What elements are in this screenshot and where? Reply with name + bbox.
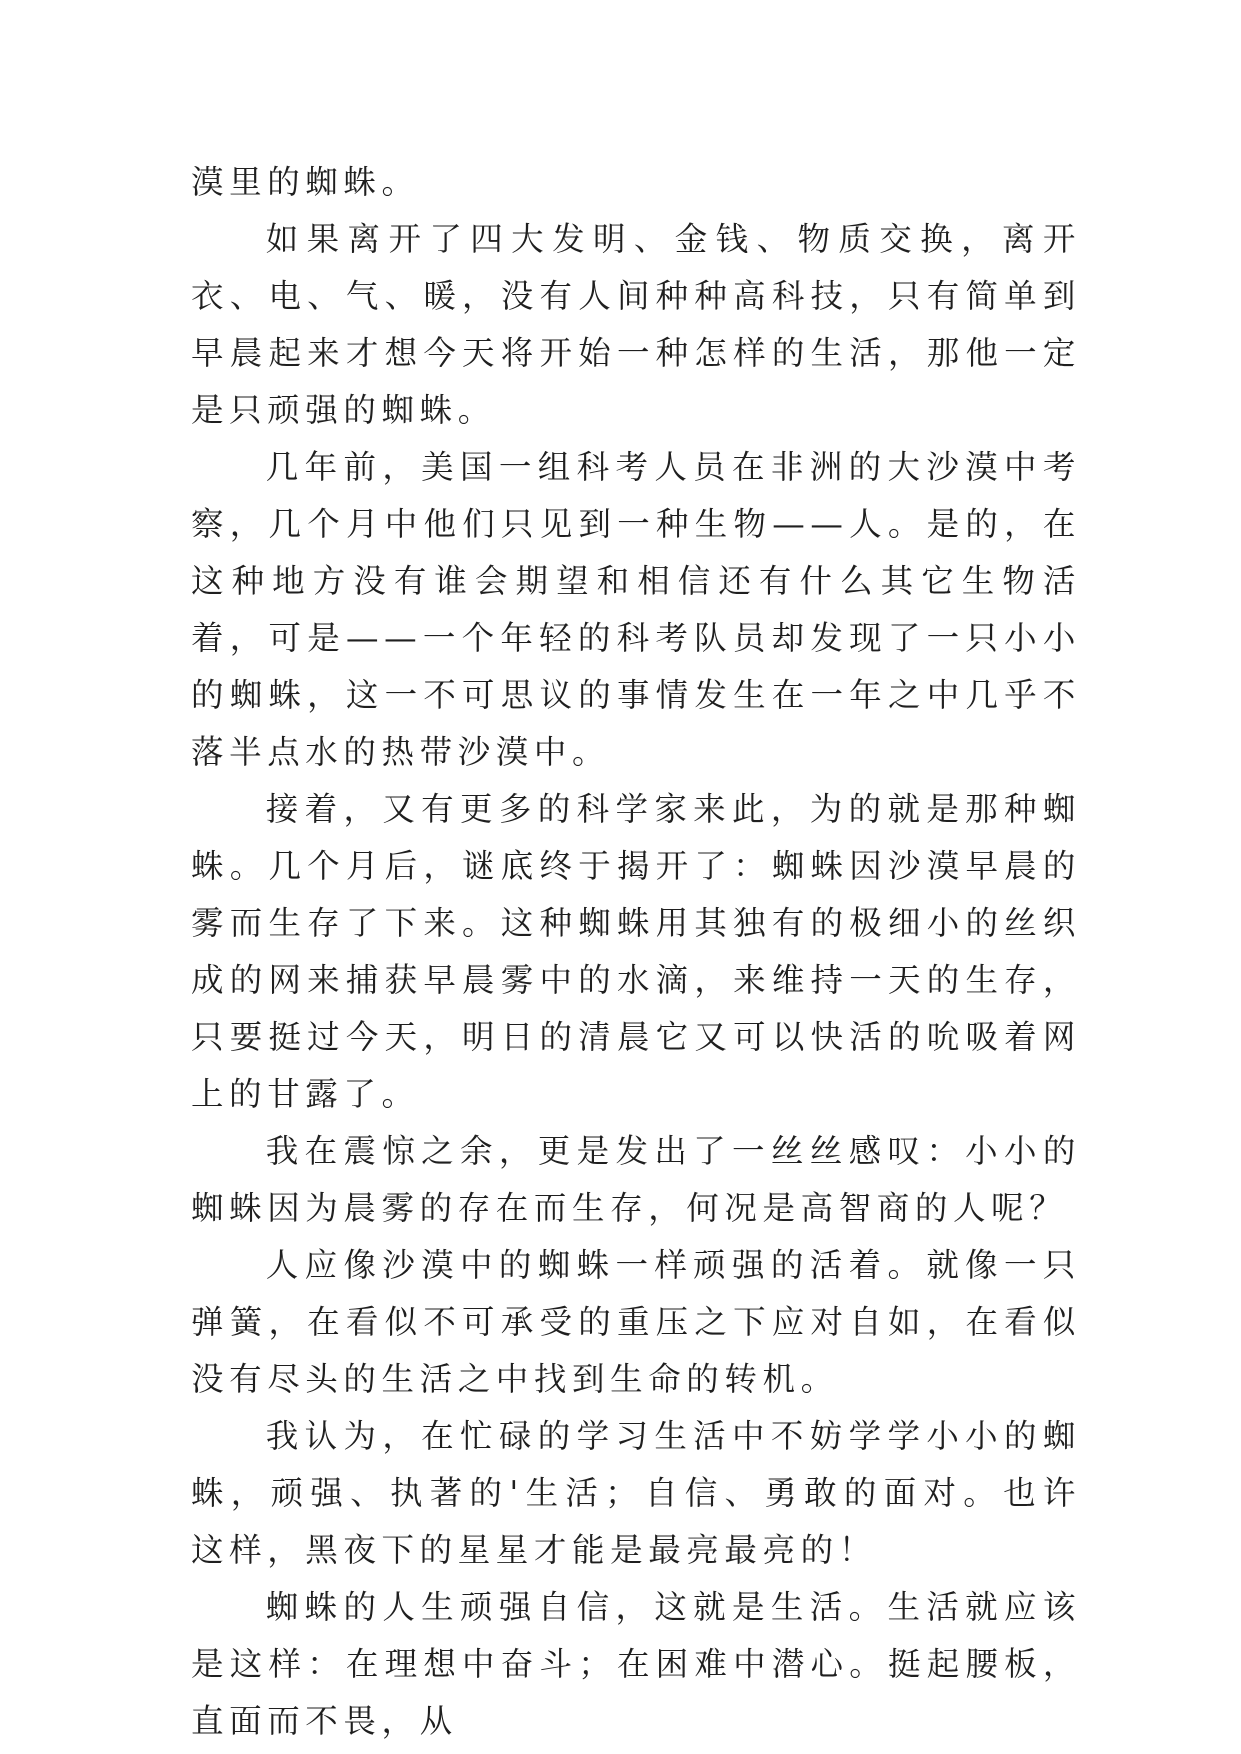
paragraph-1: 漠里的蜘蛛。 <box>191 163 420 201</box>
paragraph-4: 接着，又有更多的科学家来此，为的就是那种蜘蛛。几个月后，谜底终于揭开了：蜘蛛因沙漠早晨的雾而生存了下来。这种蜘蛛用其独有的极细小的丝织成的网来捕获早晨雾中的水滴，来维持一天的生存，只要挺过今天，明日的清晨它又可以快活的吮吸着网上的甘露了。 <box>191 790 1081 1113</box>
article-body <box>191 154 1081 1750</box>
paragraph-7: 我认为，在忙碌的学习生活中不妨学学小小的蜘蛛，顽强、执著的'生活；自信、勇敢的面对。也许这样，黑夜下的星星才能是最亮最亮的！ <box>191 1417 1081 1569</box>
paragraph-5: 我在震惊之余，更是发出了一丝丝感叹：小小的蜘蛛因为晨雾的存在而生存，何况是高智商的人呢？ <box>191 1132 1081 1227</box>
paragraph-3: 几年前，美国一组科考人员在非洲的大沙漠中考察，几个月中他们只见到一种生物——人。是的，在这种地方没有谁会期望和相信还有什么其它生物活着，可是——一个年轻的科考队员却发现了一只小小的蜘蛛，这一不可思议的事情发生在一年之中几乎不落半点水的热带沙漠中。 <box>191 448 1081 771</box>
paragraph-2: 如果离开了四大发明、金钱、物质交换，离开衣、电、气、暖，没有人间种种高科技，只有简单到早晨起来才想今天将开始一种怎样的生活，那他一定是只顽强的蜘蛛。 <box>191 220 1081 429</box>
paragraph-8: 蜘蛛的人生顽强自信，这就是生活。生活就应该是这样：在理想中奋斗；在困难中潜心。挺起腰板，直面而不畏，从 <box>191 1588 1081 1740</box>
paragraph-6: 人应像沙漠中的蜘蛛一样顽强的活着。就像一只弹簧，在看似不可承受的重压之下应对自如，在看似没有尽头的生活之中找到生命的转机。 <box>191 1246 1081 1398</box>
